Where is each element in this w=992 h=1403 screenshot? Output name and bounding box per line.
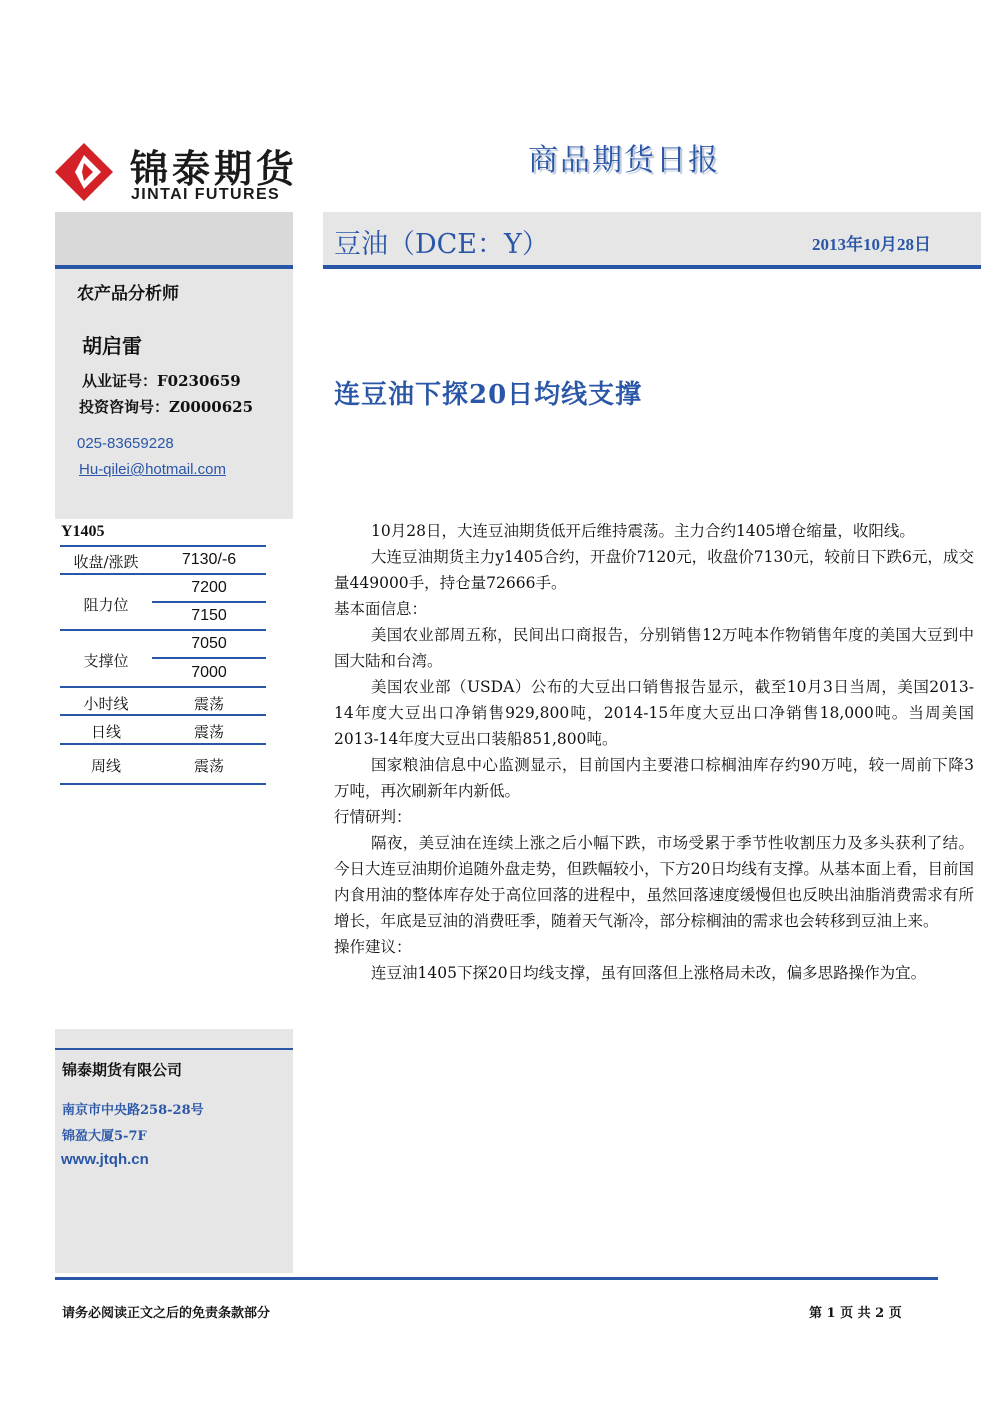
company-address-line-1: 南京市中央路258-28号: [62, 1103, 204, 1118]
footer-disclaimer: 请务必阅读正文之后的免责条款部分: [62, 1306, 271, 1321]
company-divider: [55, 1048, 293, 1050]
analyst-name: 胡启雷: [82, 334, 142, 358]
body-paragraph: 美国农业部周五称，民间出口商报告，分别销售12万吨本作物销售年度的美国大豆到中国大陆和台湾。: [334, 626, 974, 670]
resistance-level-2: 7150: [191, 607, 227, 624]
body-paragraph: 国家粮油信息中心监测显示，目前国内主要港口棕榈油库存约90万吨，较一周前下降3万吨，再次刷新年内新低。: [334, 756, 974, 800]
product-name: 豆油（DCE：Y）: [334, 229, 549, 260]
company-name: 锦泰期货有限公司: [62, 1061, 183, 1079]
analyst-phone: 025-83659228: [77, 435, 174, 452]
body-paragraph: 隔夜，美豆油在连续上涨之后小幅下跌，市场受累于季节性收割压力及多头获利了结。今日大连豆油期价追随外盘走势，但跌幅较小，下方20日均线有支撑。从基本面上看，目前国内食用油的整体库存处于高位回落的进程中，虽然回落速度缓慢但也反映出油脂消费需求有所增长，年底是豆油的消费旺季，随着天气渐冷，部分棕榈油的需求也会转移到豆油上来。: [334, 834, 974, 930]
analyst-consult-number: 投资咨询号：Z0000625: [79, 398, 254, 416]
company-website-link[interactable]: www.jtqh.cn: [61, 1151, 149, 1168]
page-number: 第 1 页 共 2 页: [809, 1306, 902, 1321]
support-label: 支撑位: [83, 652, 129, 670]
report-headline: 连豆油下探20日均线支撑: [334, 380, 643, 410]
report-type-title: 商品期货日报: [528, 143, 720, 178]
trend-daily-value: 震荡: [193, 723, 224, 741]
trend-daily-label: 日线: [90, 723, 121, 741]
section-heading-analysis: 行情研判：: [334, 808, 412, 826]
body-paragraph: 连豆油1405下探20日均线支撑，虽有回落但上涨格局未改，偏多思路操作为宜。: [371, 964, 927, 982]
report-date: 2013年10月28日: [812, 235, 931, 254]
body-paragraph: 大连豆油期货主力y1405合约，开盘价7120元，收盘价7130元，较前日下跌6元，成交量449000手，持仓量72666手。: [334, 548, 974, 592]
close-value: 7130/-6: [181, 551, 237, 568]
trend-hourly-label: 小时线: [83, 695, 129, 713]
jintai-logo-icon: [55, 143, 113, 201]
support-level-1: 7050: [191, 635, 227, 652]
footer-divider: [55, 1277, 938, 1280]
close-label: 收盘/涨跌: [73, 553, 139, 571]
logo-name-en: JINTAI FUTURES: [131, 186, 281, 203]
report-body: [334, 518, 974, 986]
body-paragraph: 10月28日，大连豆油期货低开后维持震荡。主力合约1405增仓缩量，收阳线。: [371, 522, 915, 540]
product-header-divider: [323, 265, 981, 269]
analyst-email-link[interactable]: Hu-qilei@hotmail.com: [79, 461, 226, 478]
trend-weekly-label: 周线: [90, 757, 121, 775]
resistance-label: 阻力位: [83, 596, 129, 614]
sidebar-header-band: [55, 212, 293, 265]
trend-hourly-value: 震荡: [193, 695, 224, 713]
resistance-level-1: 7200: [191, 579, 227, 596]
body-paragraph: 美国农业部（USDA）公布的大豆出口销售报告显示，截至10月3日当周，美国2013-14年度大豆出口净销售929,800吨，2014-15年度大豆出口净销售18,000吨。当周美国2013-14年度大豆出口装船851,800吨。: [334, 678, 974, 748]
section-heading-advice: 操作建议：: [334, 938, 412, 956]
logo-name-cn: 锦泰期货: [130, 147, 299, 191]
trend-weekly-value: 震荡: [193, 757, 224, 775]
analyst-title: 农产品分析师: [77, 284, 179, 304]
section-heading-fundamentals: 基本面信息：: [334, 600, 428, 618]
support-level-2: 7000: [191, 664, 227, 681]
symbol-code: Y1405: [61, 523, 105, 540]
company-address-line-2: 锦盈大厦5-7F: [62, 1129, 147, 1144]
analyst-license: 从业证号：F0230659: [82, 372, 241, 390]
